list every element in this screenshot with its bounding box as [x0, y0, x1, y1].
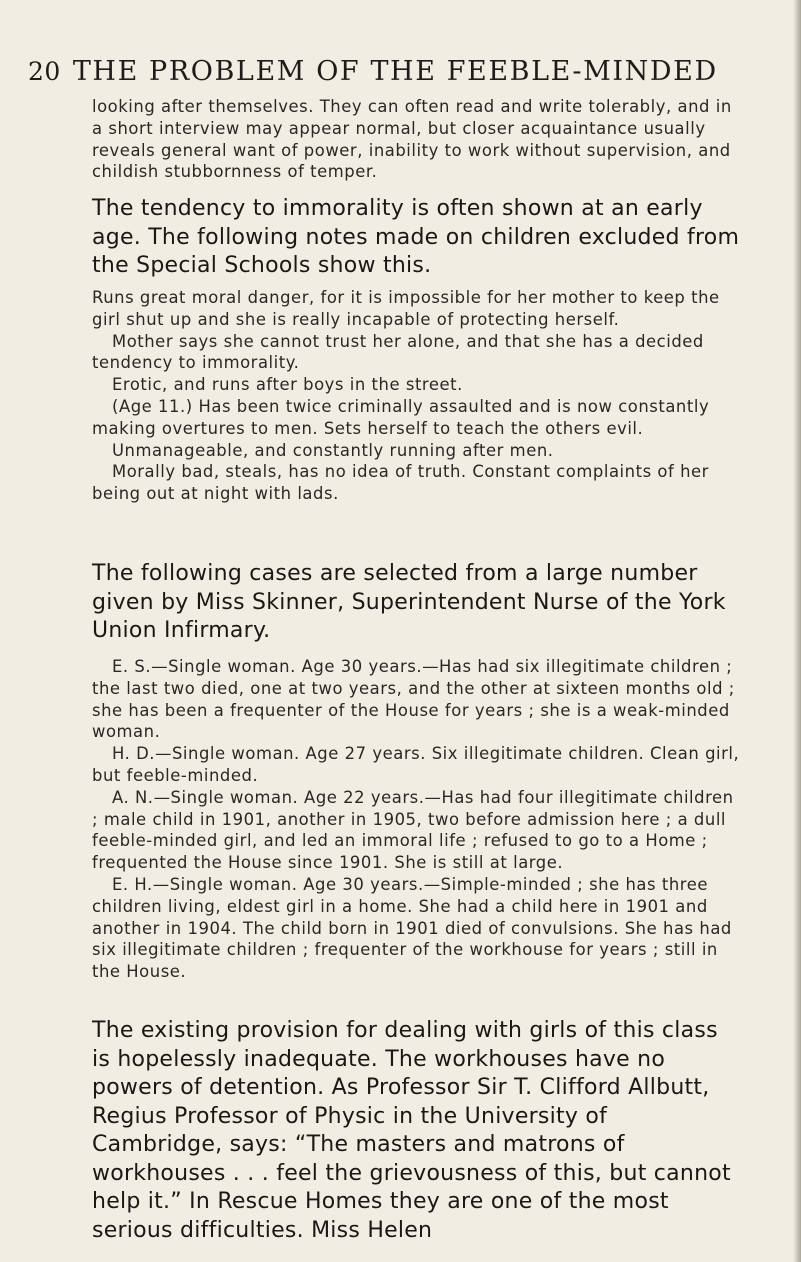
- case-item: H. D.—Single woman. Age 27 years. Six illegitimate children. Clean girl, but feeble-minded.: [92, 744, 740, 785]
- running-head: [28, 56, 768, 87]
- note-item: Morally bad, steals, has no idea of truth. Constant complaints of her being out at night with lads.: [92, 462, 709, 504]
- case-item: A. N.—Single woman. Age 22 years.—Has had four illegitimate children ; male child in 1901, another in 1905, two before admission here ; a dull feeble-minded girl, and led an immoral life ; refused to go to a Home ; frequented the House since 1901. She is still at large.: [92, 787, 734, 873]
- note-item: Runs great moral danger, for it is impossible for her mother to keep the girl shut up and she is really incapable of protecting herself.: [92, 288, 720, 329]
- paragraph-continuation: [92, 96, 742, 183]
- note-item: Unmanageable, and constantly running after men.: [112, 440, 554, 460]
- note-item: (Age 11.) Has been twice criminally assaulted and is now constantly making overtures to men. Sets herself to teach the others evil.: [92, 396, 710, 438]
- paragraph-text: The tendency to immorality is often shown at an early age. The following notes made on children excluded from the Special Schools show this.: [92, 196, 740, 278]
- page-edge-shadow: [793, 0, 801, 1262]
- page-number: 20: [28, 57, 61, 86]
- excluded-children-notes: [92, 287, 742, 505]
- case-item: E. S.—Single woman. Age 30 years.—Has had six illegitimate children ; the last two died, one at two years, and the other at sixteen months old ; she has been a frequenter of the House for years ; she is a weak-minded woman.: [92, 657, 735, 742]
- paragraph-immorality-intro: [92, 195, 742, 281]
- case-item: E. H.—Single woman. Age 30 years.—Simple-minded ; she has three children living, eldest girl in a home. She had a child here in 1901 and another in 1904. The child born in 1901 died of convulsions. She has had six illegitimate children ; frequenter of the workhouse for years ; still in the House.: [92, 874, 732, 982]
- note-item: Mother says she cannot trust her alone, and that she has a decided tendency to immorality.: [92, 331, 704, 373]
- paragraph-cases-intro: [92, 560, 742, 646]
- paragraph-text: The following cases are selected from a large number given by Miss Skinner, Superintendent Nurse of the York Union Infirmary.: [92, 561, 726, 643]
- paragraph-text: The existing provision for dealing with girls of this class is hopelessly inadequate. The workhouses have no powers of detention. As Professor Sir T. Clifford Allbutt, Regius Professor of Physic in the University of Cambridge, says: “The masters and matrons of workhouses . . . feel the grievousness of this, but cannot help it.” In Rescue Homes they are one of the most serious difficulties. Miss Helen: [92, 1018, 731, 1243]
- note-item: Erotic, and runs after boys in the street.: [112, 375, 463, 395]
- paragraph-provision: [92, 1017, 742, 1245]
- case-records: [92, 656, 742, 983]
- paragraph-text: looking after themselves. They can often read and write tolerably, and in a short interview may appear normal, but closer acquaintance usually reveals general want of power, inability to work without supervision, and childish stubbornness of temper.: [92, 97, 732, 182]
- running-title: THE PROBLEM OF THE FEEBLE-MINDED: [72, 56, 718, 87]
